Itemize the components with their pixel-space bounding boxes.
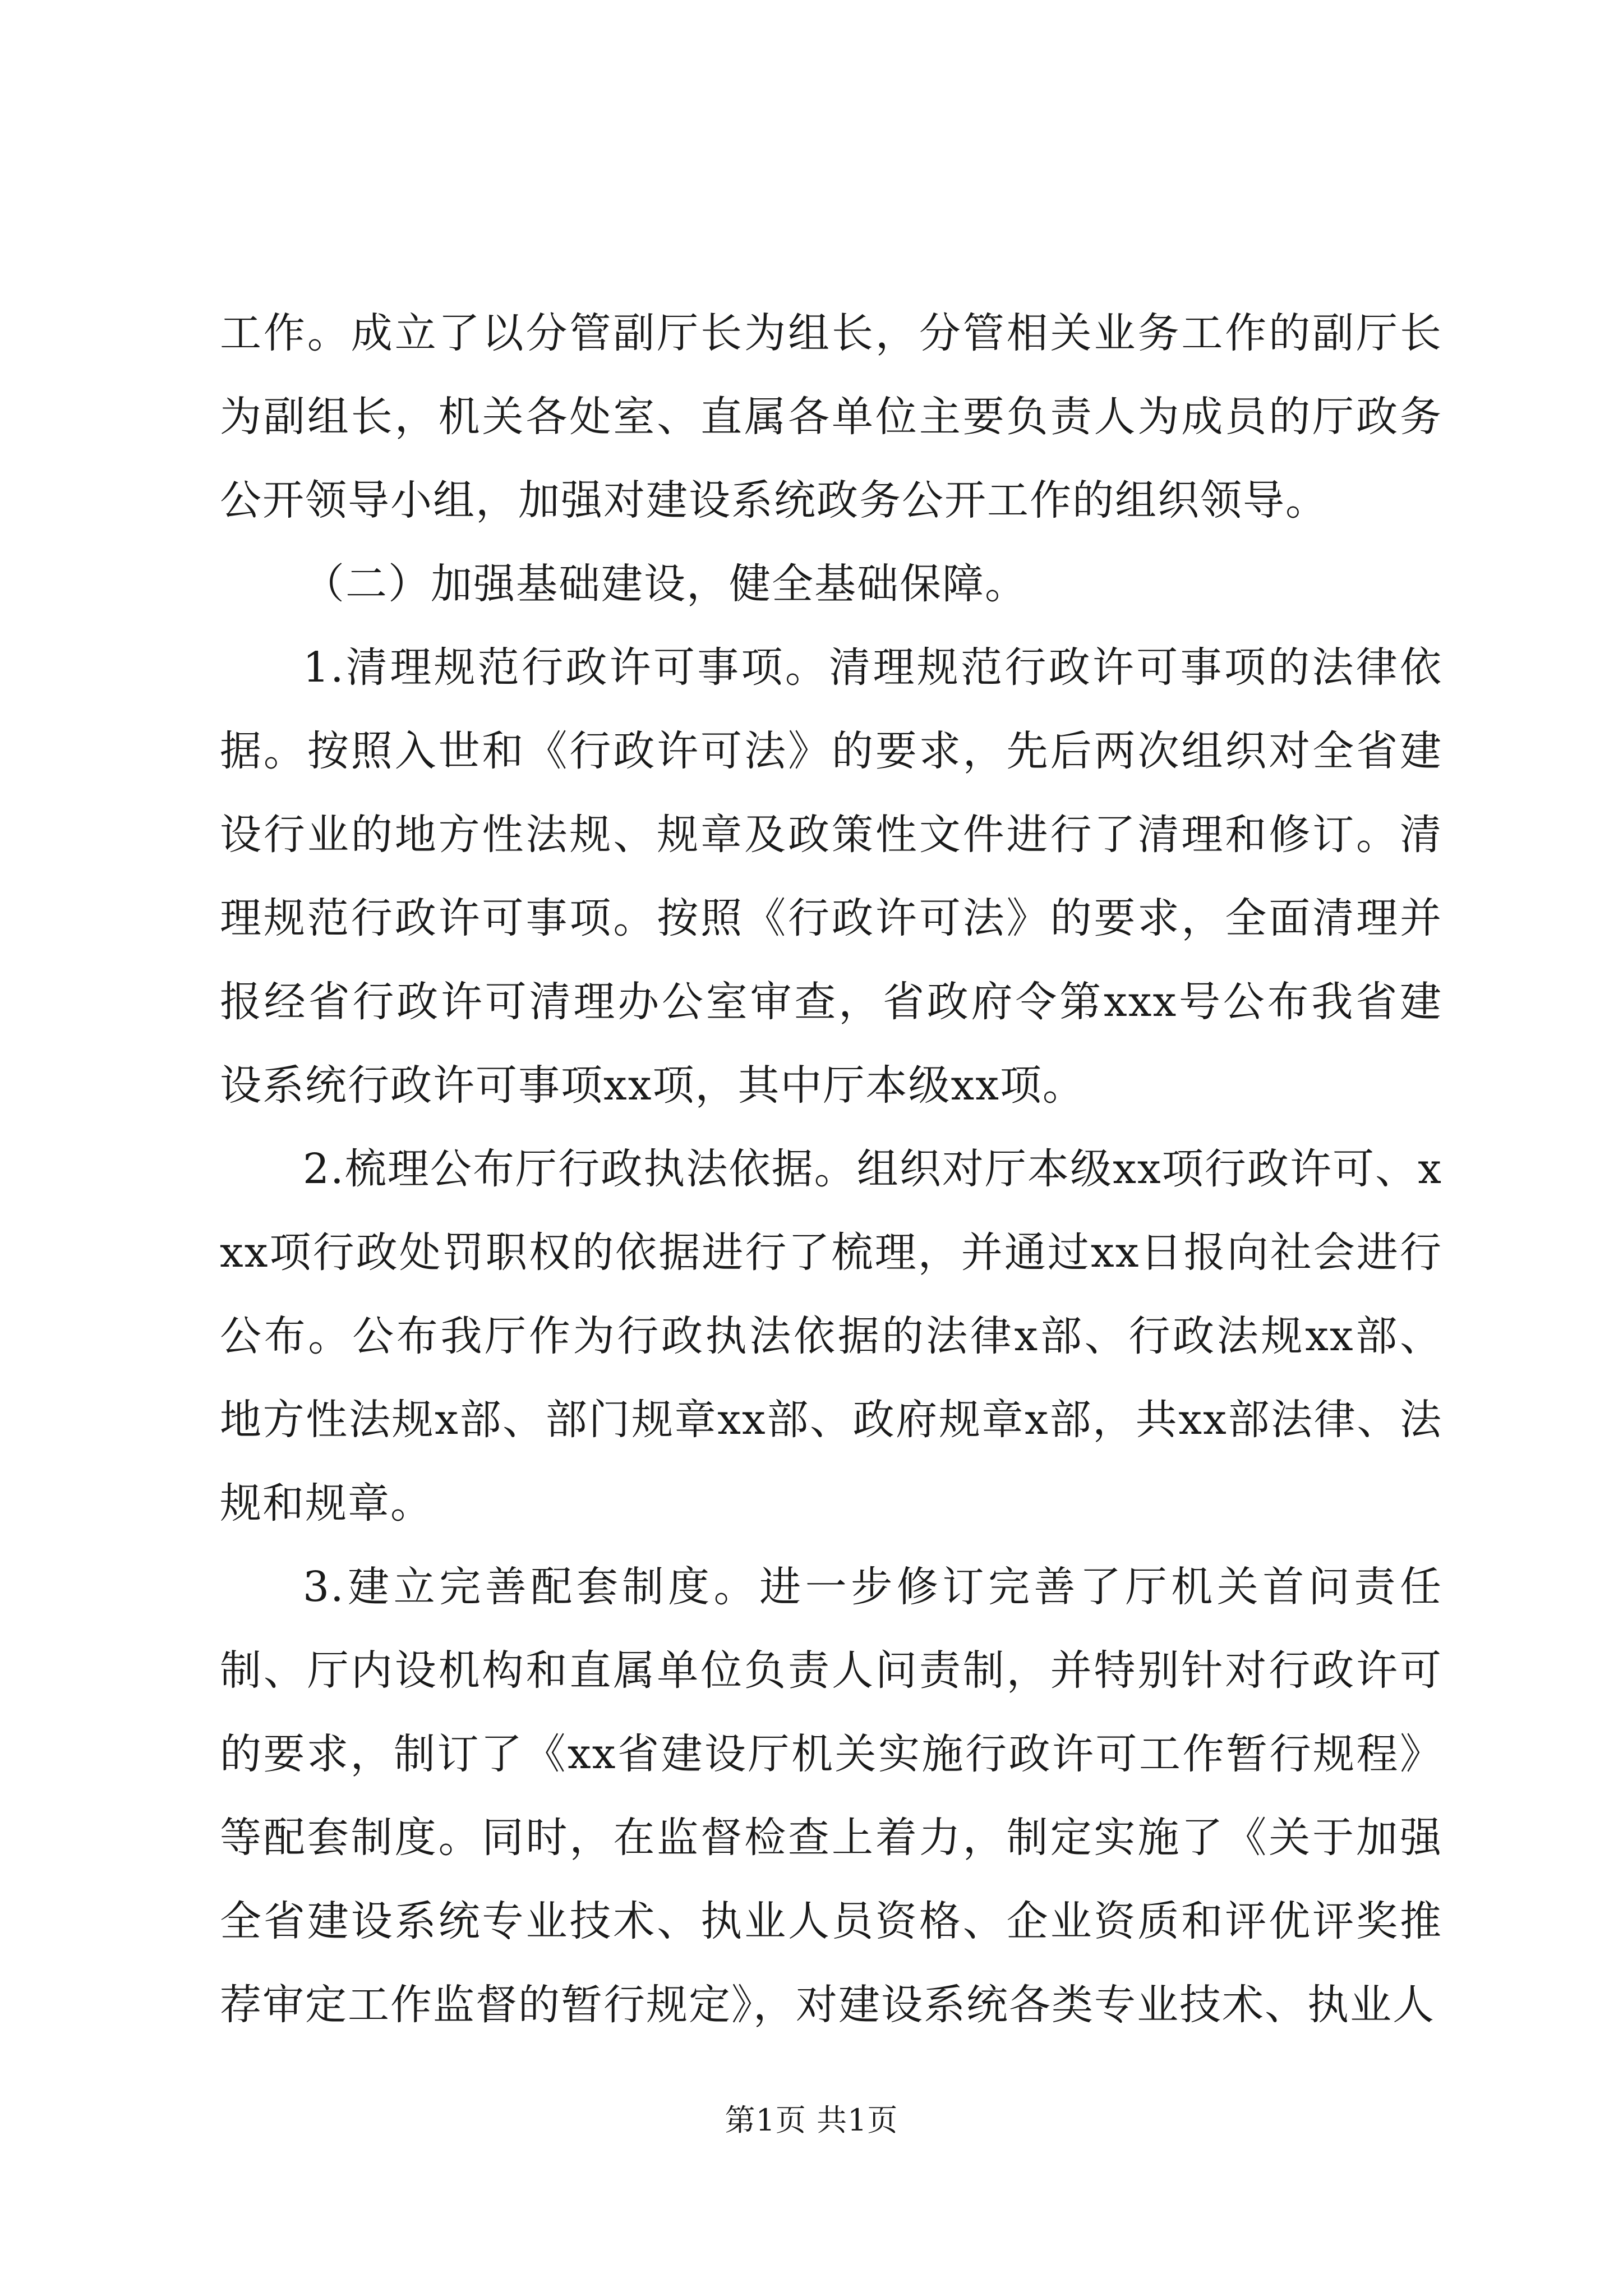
- paragraph-item-1: 1.清理规范行政许可事项。清理规范行政许可事项的法律依据。按照入世和《行政许可法》的要求，先后两次组织对全省建设行业的地方性法规、规章及政策性文件进行了清理和修订。清理规范行政许可事项。按照《行政许可法》的要求，全面清理并报经省行政许可清理办公室审查，省政府令第xxx号公布我省建设系统行政许可事项xx项，其中厅本级xx项。: [220, 643, 1442, 1110]
- section-heading-infrastructure: （二）加强基础建设，健全基础保障。: [303, 560, 1027, 608]
- page-footer: 第1页 共1页: [725, 2102, 898, 2138]
- document-body: [220, 292, 1442, 2047]
- paragraph-leadership-group: 工作。成立了以分管副厅长为组长，分管相关业务工作的副厅长为副组长，机关各处室、直属各单位主要负责人为成员的厅政务公开领导小组，加强对建设系统政务公开工作的组织领导。: [220, 309, 1442, 524]
- paragraph-item-2: 2.梳理公布厅行政执法依据。组织对厅本级xx项行政许可、xxx项行政处罚职权的依据进行了梳理，并通过xx日报向社会进行公布。公布我厅作为行政执法依据的法律x部、行政法规xx部、地方性法规x部、部门规章xx部、政府规章x部，共xx部法律、法规和规章。: [220, 1145, 1442, 1527]
- paragraph-item-3: 3.建立完善配套制度。进一步修订完善了厅机关首问责任制、厅内设机构和直属单位负责人问责制，并特别针对行政许可的要求，制订了《xx省建设厅机关实施行政许可工作暂行规程》等配套制度。同时，在监督检查上着力，制定实施了《关于加强全省建设系统专业技术、执业人员资格、企业资质和评优评奖推荐审定工作监督的暂行规定》，对建设系统各类专业技术、执业人: [220, 1563, 1442, 2029]
